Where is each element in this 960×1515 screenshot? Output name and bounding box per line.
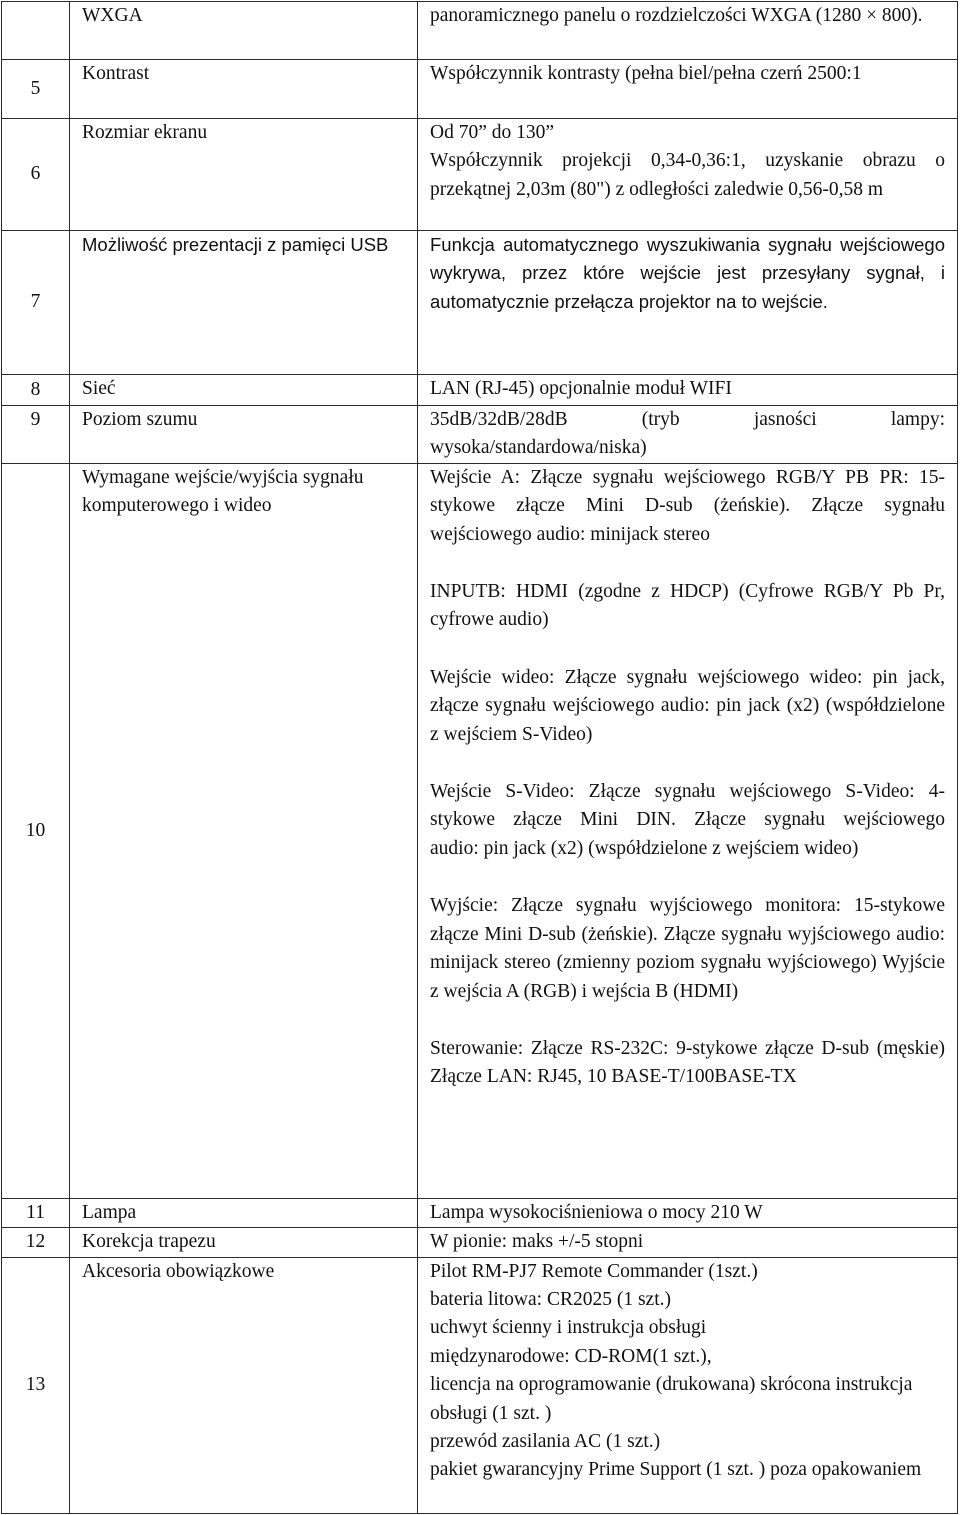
- value-line: bateria litowa: CR2025 (1 szt.): [430, 1289, 671, 1311]
- row-value: [418, 406, 958, 464]
- row-number: 10: [2, 463, 70, 1198]
- table-row: [2, 2, 958, 60]
- row-value: [418, 60, 958, 119]
- table-row: [2, 1198, 958, 1227]
- row-value: [418, 1228, 958, 1257]
- row-number: 5: [2, 60, 70, 119]
- row-label: Poziom szumu: [70, 406, 418, 464]
- table-row: [2, 1257, 958, 1513]
- row-value: [418, 1198, 958, 1227]
- row-label: Wymagane wejście/wyjścia sygnału komputerowego i wideo: [70, 463, 418, 1198]
- value-line: Współczynnik kontrasty (pełna biel/pełna czerń 2500:1: [430, 63, 862, 84]
- row-value: [418, 463, 958, 1198]
- value-line: Wejście S-Video: Złącze sygnału wejściowego S-Video: 4-stykowe złącze Mini DIN. Złącze sygnału wejściowego: [430, 781, 945, 831]
- row-label: Korekcja trapezu: [70, 1228, 418, 1257]
- value-line: W pionie: maks +/-5 stopni: [430, 1231, 644, 1253]
- row-value: [418, 1257, 958, 1513]
- value-line: LAN (RJ-45) opcjonalnie moduł WIFI: [430, 378, 732, 399]
- value-line: Od 70” do 130”: [430, 122, 555, 143]
- value-line: Wejście A: Złącze sygnału wejściowego RGB/Y PB PR: 15-stykowe złącze Mini D-sub (żeńskie). Złącze sygnału wejściowego audio: minijack stereo: [430, 466, 945, 545]
- value-line: licencja na oprogramowanie (drukowana) skrócona instrukcja obsługi (1 szt. ): [430, 1374, 913, 1424]
- row-number: 12: [2, 1228, 70, 1257]
- value-line: audio: pin jack (x2) (współdzielone z wejściem wideo): [430, 837, 859, 859]
- value-line: uchwyt ścienny i instrukcja obsługi: [430, 1317, 707, 1339]
- row-number: 9: [2, 406, 70, 464]
- row-label: Akcesoria obowiązkowe: [70, 1257, 418, 1513]
- table-row: [2, 463, 958, 1198]
- value-line: Pilot RM-PJ7 Remote Commander (1szt.): [430, 1260, 758, 1282]
- value-line: Współczynnik projekcji 0,34-0,36:1, uzyskanie obrazu o przekątnej 2,03m (80") z odległości zaledwie 0,56-0,58 m: [430, 150, 945, 200]
- table-row: [2, 375, 958, 406]
- row-label: Kontrast: [70, 60, 418, 119]
- table-row: [2, 231, 958, 375]
- row-number: [2, 2, 70, 60]
- row-number: 13: [2, 1257, 70, 1513]
- value-line: Sterowanie: Złącze RS-232C: 9-stykowe złącze D-sub (męskie) Złącze LAN: RJ45, 10 BASE-T/100BASE-TX: [430, 1037, 945, 1088]
- row-label: Rozmiar ekranu: [70, 119, 418, 231]
- value-line: Wyjście: Złącze sygnału wyjściowego monitora: 15-stykowe złącze Mini D-sub (żeńskie). Złącze sygnału wyjściowego audio: minijack stereo (zmienny poziom sygnału wyjściowego) Wyjście z wejścia A (RGB) i wejścia B (HDMI): [430, 895, 945, 1002]
- row-value: [418, 119, 958, 231]
- value-line: INPUTB: HDMI (zgodne z HDCP) (Cyfrowe RGB/Y Pb Pr, cyfrowe audio): [430, 581, 945, 631]
- row-label: Możliwość prezentacji z pamięci USB: [70, 231, 418, 375]
- row-label: Sieć: [70, 375, 418, 406]
- row-label: Lampa: [70, 1198, 418, 1227]
- row-number: 8: [2, 375, 70, 406]
- value-line: przewód zasilania AC (1 szt.): [430, 1431, 661, 1453]
- value-line: Wejście wideo: Złącze sygnału wejściowego wideo: pin jack, złącze sygnału wejściowego audio: pin jack (x2) (współdzielone z wejściem S-Video): [430, 666, 945, 745]
- value-line: panoramicznego panelu o rozdzielczości WXGA (1280 × 800).: [430, 5, 923, 26]
- spec-table: [1, 1, 958, 1514]
- table-row: [2, 119, 958, 231]
- row-label: WXGA: [70, 2, 418, 60]
- value-line: Lampa wysokociśnieniowa o mocy 210 W: [430, 1201, 763, 1223]
- table-row: [2, 406, 958, 464]
- value-line: 35dB/32dB/28dB (tryb jasności lampy: wysoka/standardowa/niska): [430, 409, 945, 459]
- row-number: 7: [2, 231, 70, 375]
- table-row: [2, 1228, 958, 1257]
- row-number: 11: [2, 1198, 70, 1227]
- value-line: międzynarodowe: CD-ROM(1 szt.),: [430, 1345, 712, 1367]
- row-value: [418, 2, 958, 60]
- row-value: [418, 375, 958, 406]
- row-value: [418, 231, 958, 375]
- table-row: [2, 60, 958, 119]
- value-line: pakiet gwarancyjny Prime Support (1 szt. ) poza opakowaniem: [430, 1459, 922, 1481]
- row-number: 6: [2, 119, 70, 231]
- value-line: Funkcja automatycznego wyszukiwania sygnału wejściowego wykrywa, przez które wejście jest przesyłany sygnał, i automatycznie przełącza projektor na to wejście.: [430, 234, 945, 312]
